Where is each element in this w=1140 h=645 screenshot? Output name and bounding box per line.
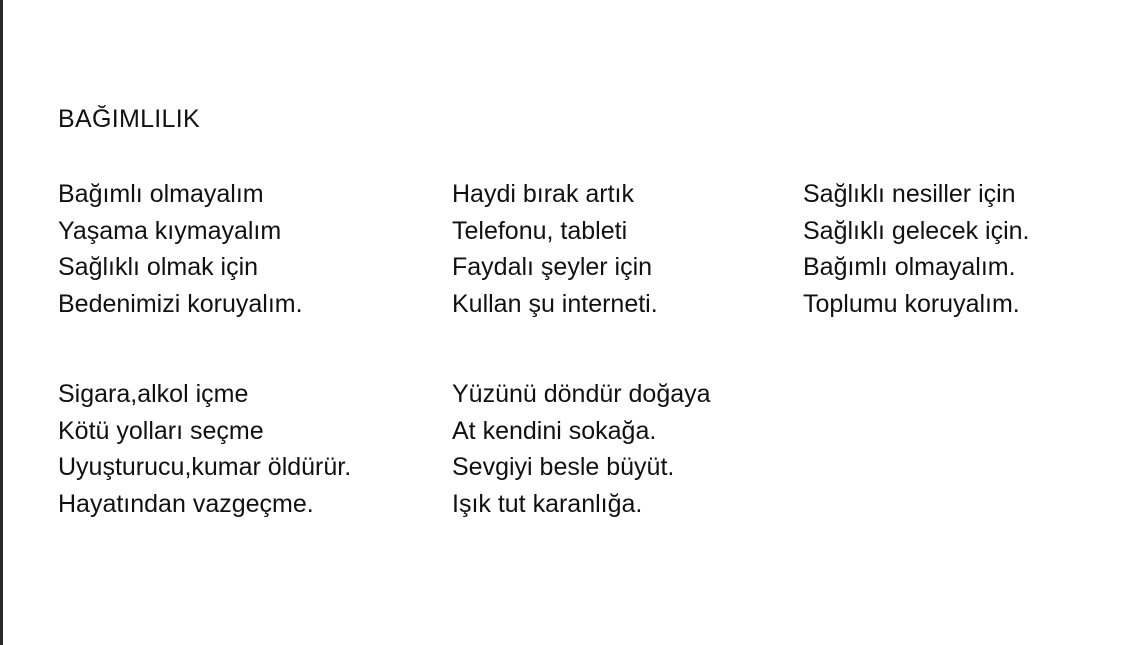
stanza [803, 176, 1030, 322]
stanza [452, 376, 711, 522]
poem-line: Kötü yolları seçme [58, 416, 264, 445]
poem-line: Sağlıklı olmak için [58, 253, 259, 281]
stanza [452, 176, 711, 322]
poem-line: Yaşama kıymayalım [58, 216, 282, 245]
poem-column-2 [452, 176, 711, 522]
poem-column-1 [58, 176, 351, 522]
poem-line: Kullan şu interneti. [452, 289, 658, 318]
poem-line: Toplumu koruyalım. [803, 289, 1020, 318]
poem-line: Sağlıklı nesiller için [803, 180, 1016, 208]
poem-line: Sigara,alkol içme [58, 380, 249, 408]
poem-line: Sevgiyi besle büyüt. [452, 453, 675, 481]
left-margin-rule [0, 0, 3, 645]
poem-line: Bedenimizi koruyalım. [58, 289, 303, 318]
poem-line: Telefonu, tableti [452, 216, 628, 245]
poem-column-3 [803, 176, 1030, 322]
poem-line: Haydi bırak artık [452, 180, 635, 208]
poem-line: Işık tut karanlığa. [452, 489, 643, 518]
poem-line: Bağımlı olmayalım. [803, 253, 1016, 281]
poem-line: Sağlıklı gelecek için. [803, 216, 1030, 245]
poem-line: Bağımlı olmayalım [58, 180, 264, 208]
poem-line: Yüzünü döndür doğaya [452, 380, 711, 408]
poem-line: At kendini sokağa. [452, 416, 657, 445]
stanza [58, 176, 351, 322]
poem-line: Hayatından vazgeçme. [58, 489, 314, 518]
poem-line: Uyuşturucu,kumar öldürür. [58, 453, 352, 481]
stanza [58, 376, 351, 522]
page-title: BAĞIMLILIK [58, 105, 200, 133]
poem-line: Faydalı şeyler için [452, 253, 653, 281]
